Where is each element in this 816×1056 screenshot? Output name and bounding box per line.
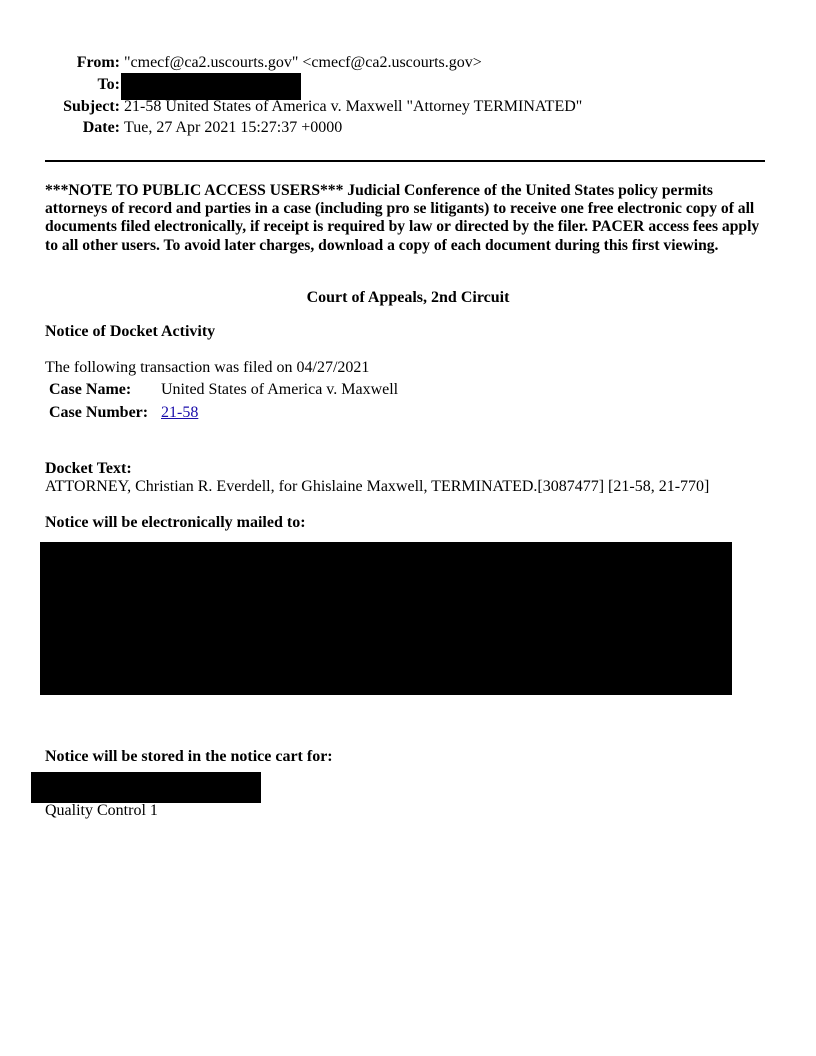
- court-name: Court of Appeals, 2nd Circuit: [306, 289, 510, 306]
- subject-label: Subject:: [63, 98, 120, 115]
- case-number-label: Case Number:: [49, 404, 149, 421]
- mailed-to-heading: Notice will be electronically mailed to:: [45, 514, 306, 531]
- date-row: [0, 118, 816, 138]
- public-access-note: ***NOTE TO PUBLIC ACCESS USERS*** Judicial Conference of the United States policy permits attorneys of record and parties in a case (including pro se litigants) to receive one free electronic copy of all documents filed electronically, if receipt is required by law or directed by the filer. PACER access fees apply to all other users. To avoid later charges, download a copy of each document during this first viewing.: [45, 182, 760, 254]
- transaction-line: The following transaction was filed on 04/27/2021: [45, 359, 370, 376]
- from-row: [0, 53, 816, 73]
- to-label: To:: [97, 76, 120, 93]
- case-number-value[interactable]: [161, 404, 198, 422]
- case-name-label: Case Name:: [49, 381, 132, 398]
- to-redaction: [121, 73, 301, 100]
- case-number-link[interactable]: 21-58: [161, 404, 199, 421]
- stored-redaction: [31, 772, 261, 803]
- mailed-to-redaction: [40, 542, 732, 695]
- docket-text-value: ATTORNEY, Christian R. Everdell, for Ghislaine Maxwell, TERMINATED.[3087477] [21-58, 21-770]: [45, 478, 710, 495]
- subject-value: 21-58 United States of America v. Maxwell "Attorney TERMINATED": [124, 98, 583, 115]
- header-divider: [45, 160, 765, 162]
- docket-text-label: Docket Text:: [45, 460, 132, 477]
- date-label: Date:: [82, 119, 120, 136]
- date-value: Tue, 27 Apr 2021 15:27:37 +0000: [124, 119, 343, 136]
- subject-row: [0, 97, 816, 117]
- stored-heading: Notice will be stored in the notice cart for:: [45, 748, 333, 765]
- stored-recipient: Quality Control 1: [45, 802, 158, 819]
- activity-heading: Notice of Docket Activity: [45, 323, 216, 340]
- from-label: From:: [76, 54, 120, 71]
- case-name-value: United States of America v. Maxwell: [161, 381, 399, 398]
- from-value: "cmecf@ca2.uscourts.gov" <cmecf@ca2.uscourts.gov>: [124, 54, 482, 71]
